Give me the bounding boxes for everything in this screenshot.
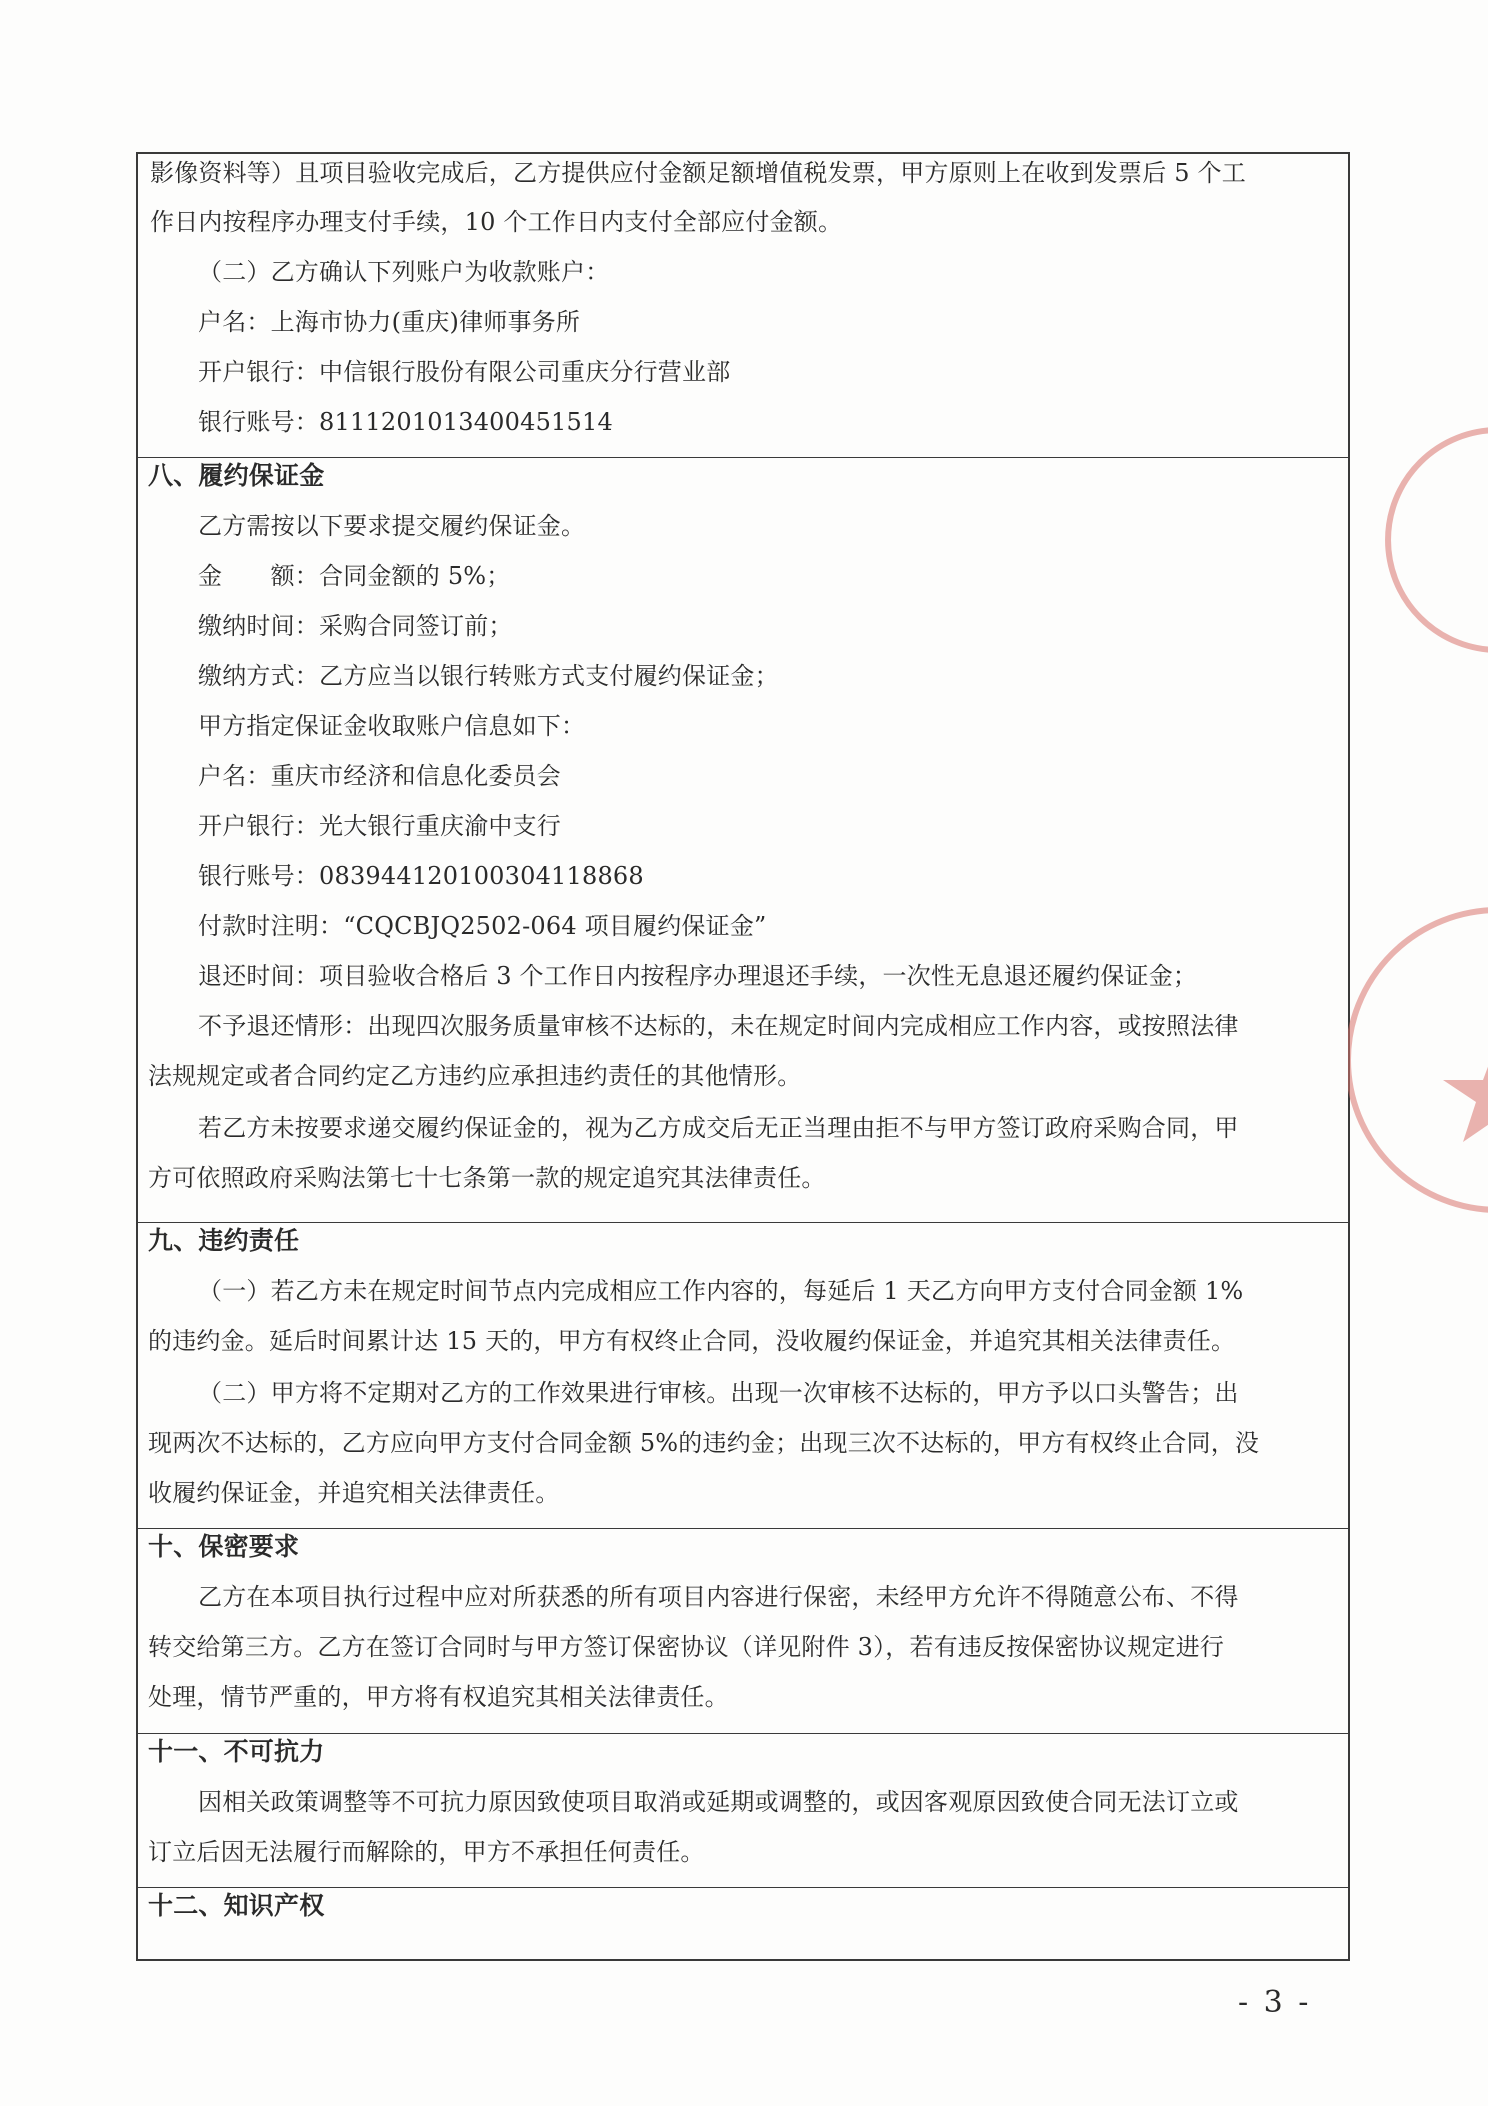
breach-p2-line1: （二）甲方将不定期对乙方的工作效果进行审核。出现一次审核不达标的，甲方予以口头警告；出 — [198, 1379, 1239, 1407]
force-majeure-line1: 因相关政策调整等不可抗力原因致使项目取消或延期或调整的，或因客观原因致使合同无法订立或 — [198, 1788, 1239, 1816]
bond-method: 缴纳方式：乙方应当以银行转账方式支付履约保证金； — [198, 662, 779, 690]
payee-name: 户名：上海市协力(重庆)律师事务所 — [198, 308, 581, 336]
bond-amount: 金 额：合同金额的 5%； — [198, 562, 511, 590]
breach-p2-line2: 现两次不达标的，乙方应向甲方支付合同金额 5%的违约金；出现三次不达标的，甲方有权终止合同，没 — [148, 1429, 1260, 1457]
bond-refund-time: 退还时间：项目验收合格后 3 个工作日内按程序办理退还手续，一次性无息退还履约保证金； — [198, 962, 1198, 990]
payee-account: 银行账号：8111201013400451514 — [198, 408, 613, 436]
bond-time: 缴纳时间：采购合同签订前； — [198, 612, 513, 640]
confidentiality-line1: 乙方在本项目执行过程中应对所获悉的所有项目内容进行保密，未经甲方允许不得随意公布、不得 — [198, 1583, 1239, 1611]
section-9-title: 九、违约责任 — [148, 1226, 300, 1255]
section-8-title: 八、履约保证金 — [148, 461, 325, 490]
bond-account-name: 户名：重庆市经济和信息化委员会 — [198, 762, 561, 790]
confidentiality-line3: 处理，情节严重的，甲方将有权追究其相关法律责任。 — [148, 1683, 729, 1711]
breach-p2-line3: 收履约保证金，并追究相关法律责任。 — [148, 1479, 560, 1507]
seal-star-icon — [1443, 1040, 1488, 1142]
breach-p1-line1: （一）若乙方未在规定时间节点内完成相应工作内容的，每延后 1 天乙方向甲方支付合同金额 1% — [198, 1277, 1244, 1305]
official-seal-stamp — [1348, 390, 1488, 1250]
section-10-title: 十、保密要求 — [148, 1532, 300, 1561]
bond-account-bank: 开户银行：光大银行重庆渝中支行 — [198, 812, 561, 840]
bond-fail-1: 若乙方未按要求递交履约保证金的，视为乙方成交后无正当理由拒不与甲方签订政府采购合同，甲 — [198, 1114, 1239, 1142]
bond-account-number: 银行账号：08394412010030411886​8 — [198, 862, 644, 890]
force-majeure-line2: 订立后因无法履行而解除的，甲方不承担任何责任。 — [148, 1838, 705, 1866]
payee-bank: 开户银行：中信银行股份有限公司重庆分行营业部 — [198, 358, 731, 386]
section-confidentiality — [138, 1528, 1348, 1734]
section-breach-liability — [138, 1222, 1348, 1529]
payment-line-1: 影像资料等）且项目验收完成后，乙方提供应付金额足额增值税发票，甲方原则上在收到发票后 5 个工 — [150, 159, 1246, 187]
confidentiality-line2: 转交给第三方。乙方在签订合同时与甲方签订保密协议（详见附件 3），若有违反按保密协议规定进行 — [148, 1633, 1225, 1661]
contract-table — [136, 152, 1350, 1961]
breach-p1-line2: 的违约金。延后时间累计达 15 天的，甲方有权终止合同，没收履约保证金，并追究其相关法律责任。 — [148, 1327, 1236, 1355]
payee-account-intro: （二）乙方确认下列账户为收款账户： — [198, 258, 610, 286]
section-12-title: 十二、知识产权 — [148, 1891, 325, 1920]
bond-no-refund-1: 不予退还情形：出现四次服务质量审核不达标的，未在规定时间内完成相应工作内容，或按照法律 — [198, 1012, 1239, 1040]
bond-no-refund-2: 法规规定或者合同约定乙方违约应承担违约责任的其他情形。 — [148, 1062, 802, 1090]
bond-fail-2: 方可依照政府采购法第七十七条第一款的规定追究其法律责任。 — [148, 1164, 826, 1192]
seal-arc-top — [1388, 430, 1488, 650]
bond-payment-note: 付款时注明：“CQCBJQ2502-064 项目履约保证金” — [198, 912, 767, 940]
seal-arc-bottom — [1348, 910, 1488, 1210]
section-force-majeure — [138, 1733, 1348, 1888]
section-intellectual-property — [138, 1887, 1348, 1960]
section-11-title: 十一、不可抗力 — [148, 1737, 325, 1766]
page-number: - 3 - — [1238, 1985, 1312, 2020]
section-performance-bond — [138, 457, 1348, 1223]
bond-intro: 乙方需按以下要求提交履约保证金。 — [198, 512, 586, 540]
bond-account-intro: 甲方指定保证金收取账户信息如下： — [198, 712, 586, 740]
payment-line-2: 作日内按程序办理支付手续，10 个工作日内支付全部应付金额。 — [150, 208, 843, 236]
